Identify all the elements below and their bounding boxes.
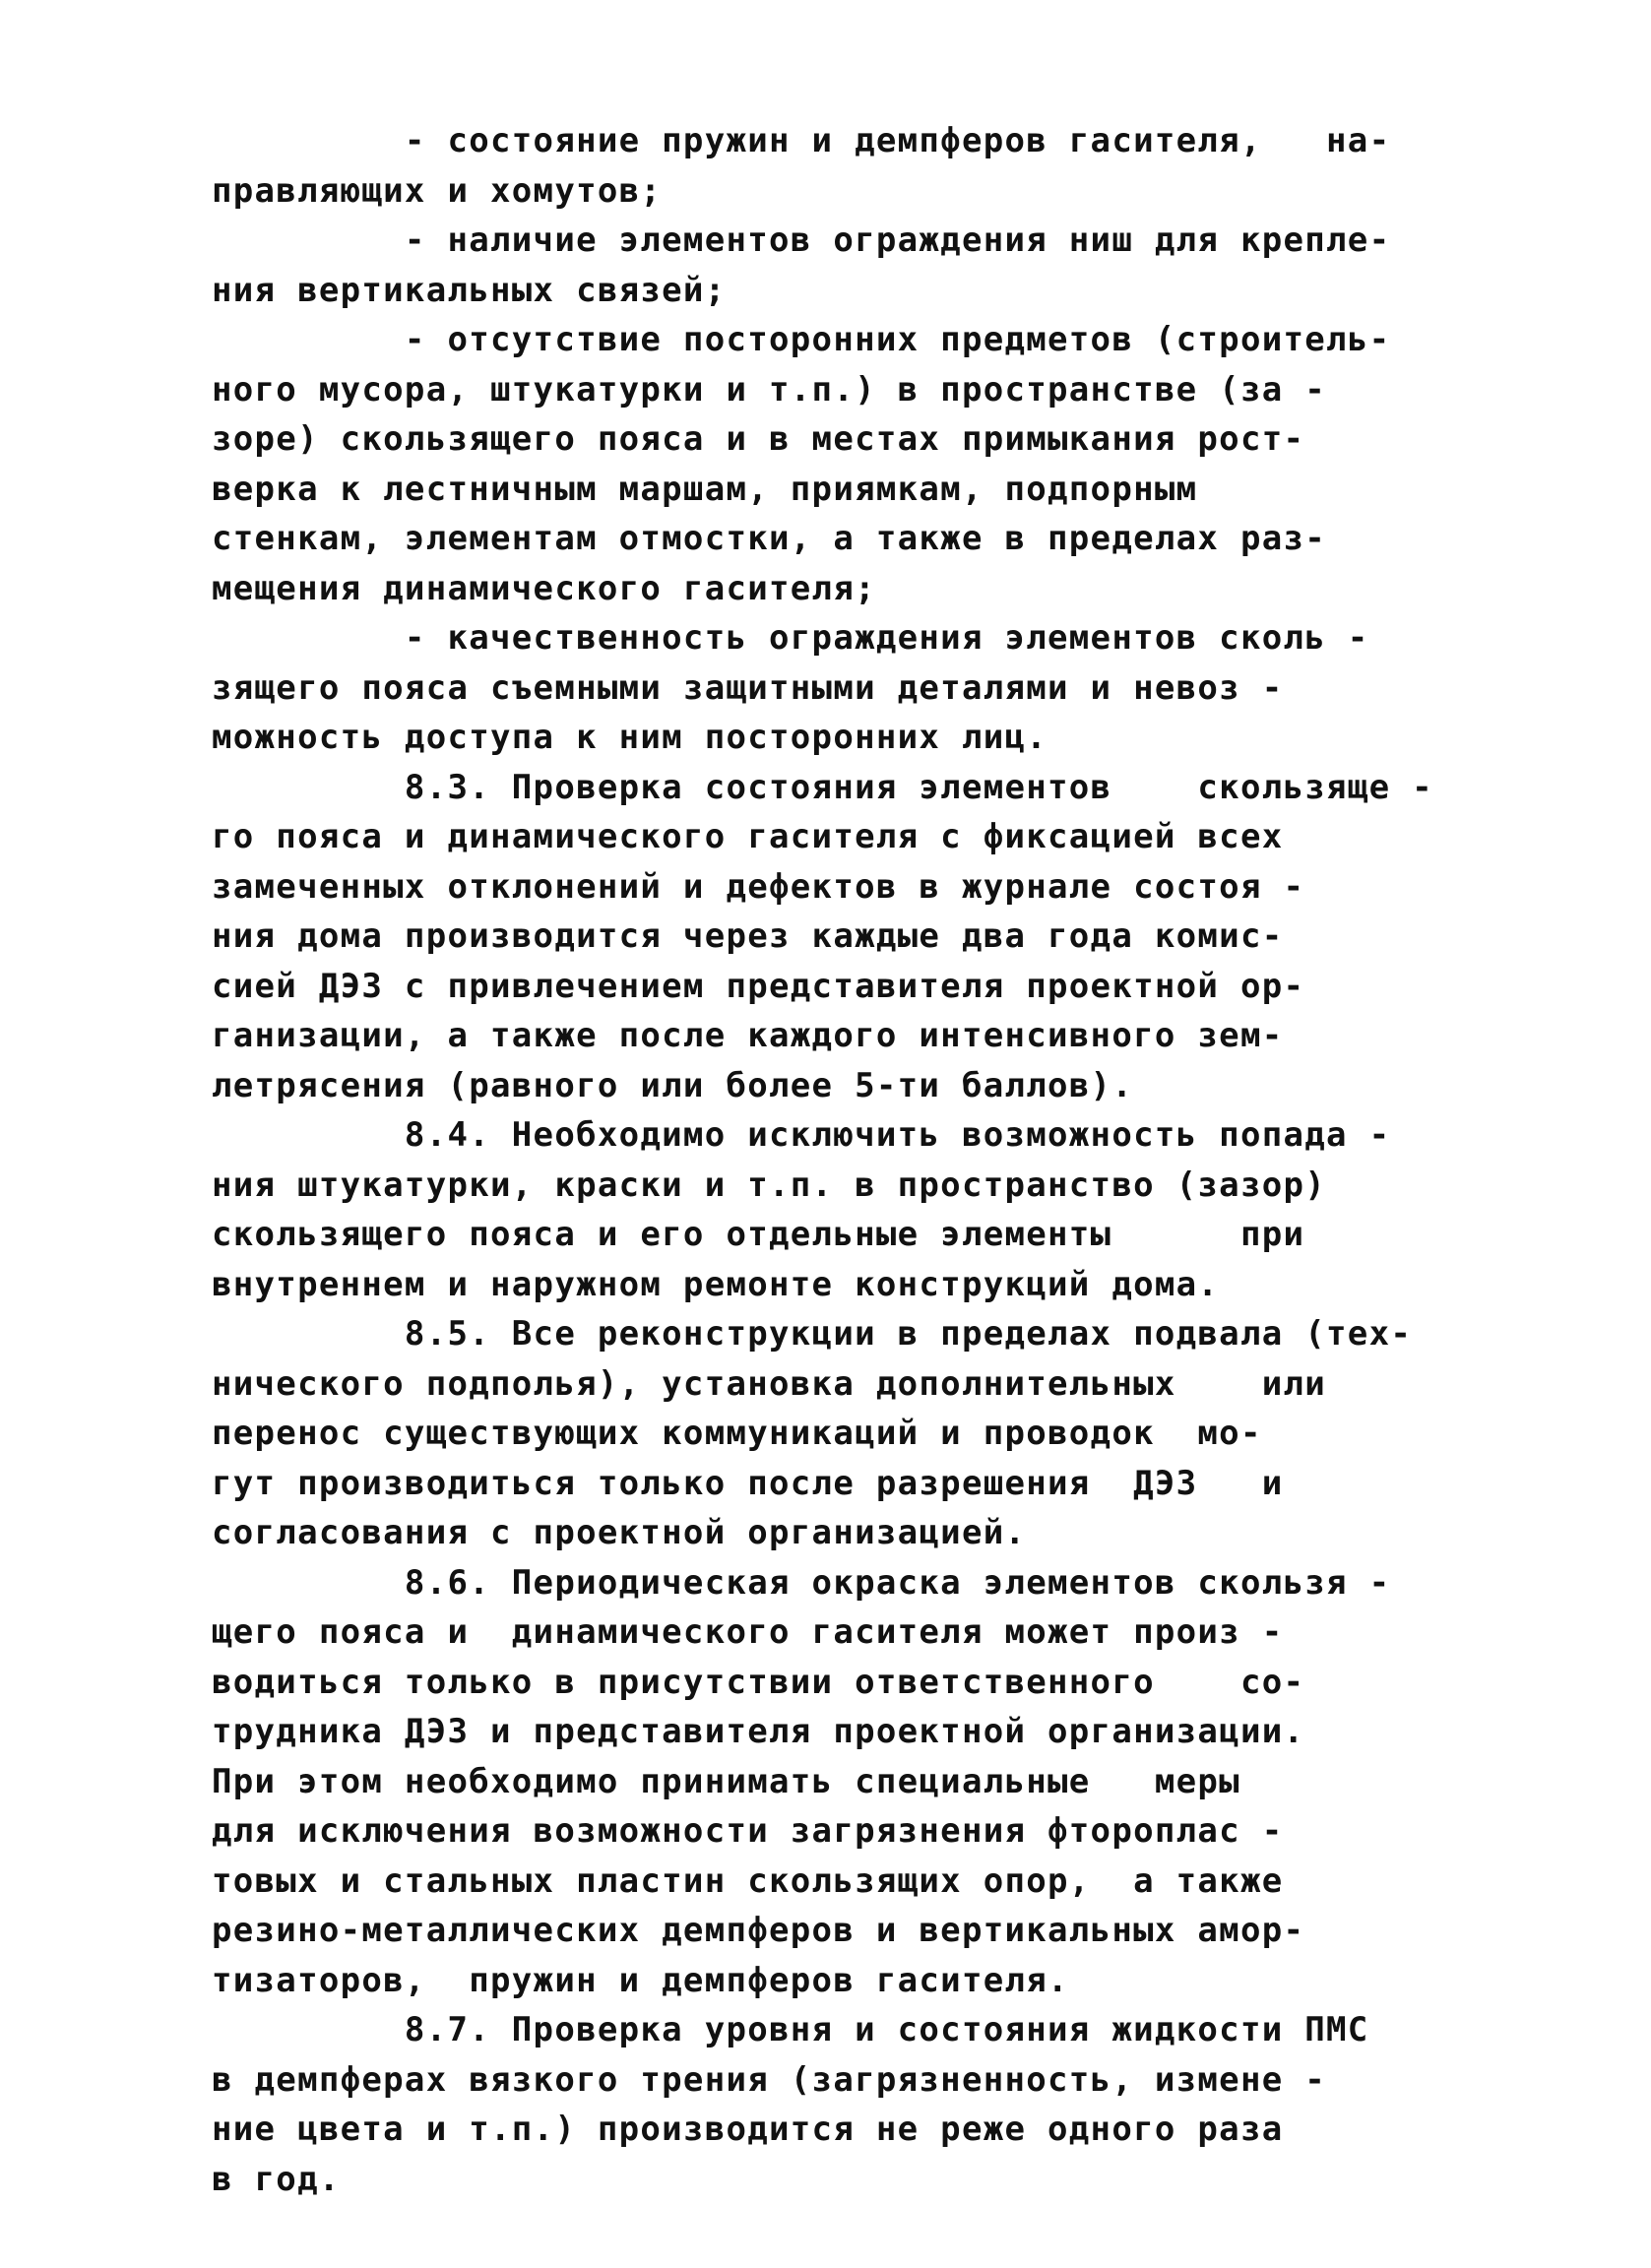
text-line: 8.4. Необходимо исключить возможность попада -: [212, 1115, 1391, 1155]
text-line: мещения динамического гасителя;: [212, 568, 876, 608]
text-line: гут производиться только после разрешения ДЭЗ и: [212, 1463, 1284, 1503]
text-line: внутреннем и наружном ремонте конструкций дома.: [212, 1264, 1220, 1304]
text-line: зоре) скользящего пояса и в местах примыкания рост-: [212, 419, 1305, 459]
text-line: - отсутствие посторонних предметов (строитель-: [212, 320, 1391, 359]
text-line: го пояса и динамического гасителя с фиксацией всех: [212, 817, 1284, 856]
text-line: 8.6. Периодическая окраска элементов скользя -: [212, 1562, 1391, 1603]
text-line: стенкам, элементам отмостки, а также в пределах раз-: [212, 519, 1327, 558]
text-line: ния вертикальных связей;: [212, 270, 727, 310]
text-line: ние цвета и т.п.) производится не реже одного раза: [212, 2110, 1284, 2149]
text-line: нического подполья), установка дополнительных или: [212, 1363, 1327, 1404]
text-line: ного мусора, штукатурки и т.п.) в пространстве (за -: [212, 369, 1327, 410]
text-line: летрясения (равного или более 5-ти баллов).: [212, 1065, 1134, 1105]
text-line: зящего пояса съемными защитными деталями и невоз -: [212, 667, 1284, 708]
text-line: замеченных отклонений и дефектов в журнале состоя -: [212, 866, 1305, 907]
text-line: в год.: [212, 2159, 341, 2199]
text-line: скользящего пояса и его отдельные элементы при: [212, 1215, 1305, 1254]
text-line: товых и стальных пластин скользящих опор, а также: [212, 1860, 1284, 1901]
text-line: ганизации, а также после каждого интенсивного зем-: [212, 1016, 1284, 1055]
text-line: трудника ДЭЗ и представителя проектной организации.: [212, 1712, 1305, 1751]
text-line: водиться только в присутствии ответственного со-: [212, 1662, 1305, 1702]
text-line: в демпферах вязкого трения (загрязненность, измене -: [212, 2059, 1327, 2100]
text-line: ния штукатурки, краски и т.п. в пространство (зазор): [212, 1165, 1327, 1205]
text-line: резино-металлических демпферов и вертикальных амор-: [212, 1911, 1305, 1950]
text-line: 8.7. Проверка уровня и состояния жидкости ПМС: [212, 2010, 1369, 2049]
text-line: можность доступа к ним посторонних лиц.: [212, 718, 1048, 757]
text-line: тизаторов, пружин и демпферов гасителя.: [212, 1960, 1069, 2000]
text-line: - наличие элементов ограждения ниш для крепле-: [212, 220, 1391, 260]
text-line: перенос существующих коммуникаций и проводок мо-: [212, 1414, 1262, 1453]
text-line: щего пояса и динамического гасителя может произ -: [212, 1612, 1284, 1652]
text-line: сией ДЭЗ с привлечением представителя проектной ор-: [212, 966, 1305, 1006]
text-line: 8.5. Все реконструкции в пределах подвала (тех-: [212, 1314, 1413, 1354]
text-line: - качественность ограждения элементов сколь -: [212, 618, 1369, 658]
text-line: При этом необходимо принимать специальные меры: [212, 1761, 1240, 1801]
document-body-text: [212, 116, 1462, 2204]
text-line: правляющих и хомутов;: [212, 170, 663, 211]
text-line: - состояние пружин и демпферов гасителя, на-: [212, 121, 1391, 160]
text-line: согласования с проектной организацией.: [212, 1513, 1027, 1552]
text-line: верка к лестничным маршам, приямкам, подпорным: [212, 469, 1198, 509]
text-line: ния дома производится через каждые два года комис-: [212, 916, 1284, 956]
text-line: для исключения возможности загрязнения фторoплас -: [212, 1811, 1284, 1851]
text-line: 8.3. Проверка состояния элементов скользяще -: [212, 767, 1433, 807]
